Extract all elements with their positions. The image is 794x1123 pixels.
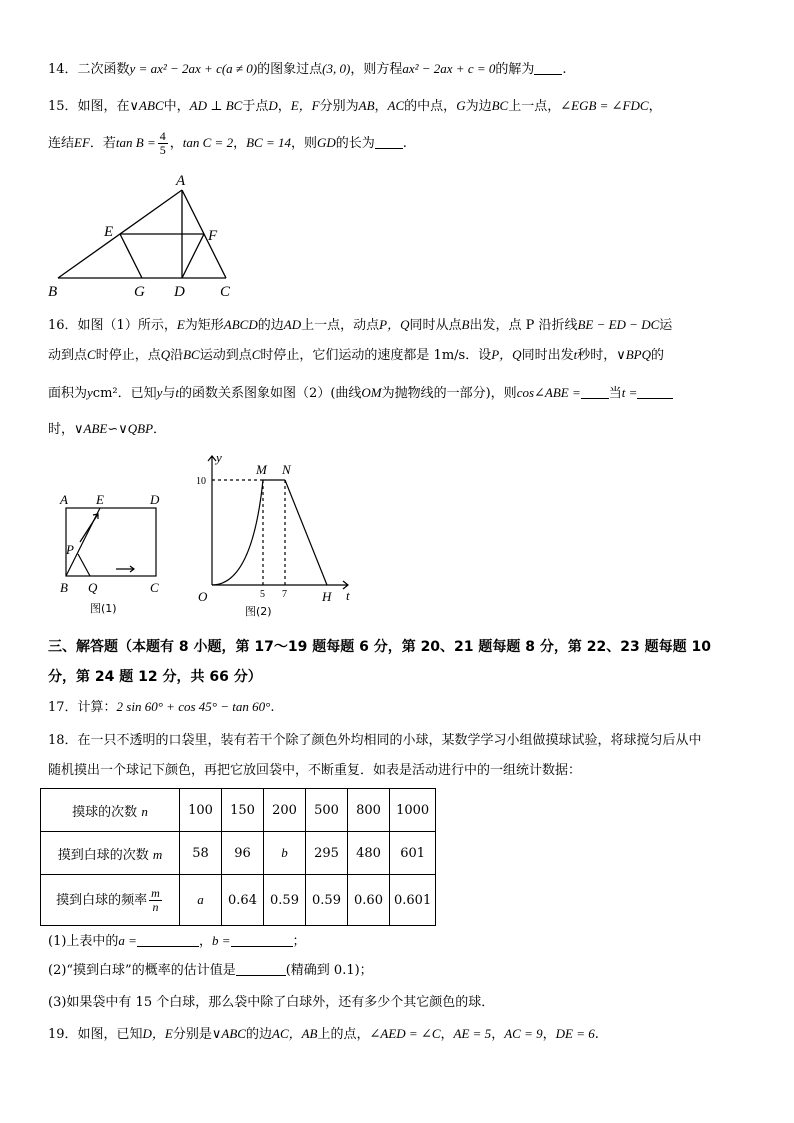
label-n: N <box>282 462 291 477</box>
label-h: H <box>322 589 332 604</box>
q18-line2: 随机摸出一个球记下颜色，再把它放回袋中，不断重复．如表是活动进行中的一组统计数据： <box>48 763 582 778</box>
table-cell: 0.59 <box>264 875 306 926</box>
table-cell: 1000 <box>390 789 436 832</box>
parabola-om <box>212 480 263 585</box>
label-e: E <box>96 492 104 507</box>
q19-text: 19．如图，已知D，E分别是∨ABC的边AC，AB上的点，∠AED = ∠C，AE = 5，AC = 9，DE = 6. <box>48 1026 599 1042</box>
answer-blank[interactable] <box>637 386 673 399</box>
label-m: M <box>256 462 267 477</box>
label-a: A <box>176 173 186 189</box>
tick-seven: 7 <box>282 589 287 600</box>
table-row <box>41 832 436 875</box>
q16-line4: 时，∨ABE∽∨QBP． <box>48 421 167 437</box>
q15-line2: 连结EF．若tan B = $\frac{4}{5}$ ，tan C = 2，BC = 14，则GD的长为 . <box>48 129 407 157</box>
table-cell: 480 <box>348 832 390 875</box>
tick-five: 5 <box>260 589 265 600</box>
label-c: C <box>220 284 231 300</box>
table-cell: 100 <box>180 789 222 832</box>
caption-fig2: 图(2) <box>245 605 272 618</box>
answer-blank[interactable] <box>231 934 293 947</box>
stats-table <box>40 788 436 926</box>
q18-sub1: (1)上表中的a = ，b = ； <box>48 933 306 949</box>
answer-blank[interactable] <box>137 934 199 947</box>
rectangle-figure-q16 <box>54 490 174 620</box>
row-header: 摸球的次数 n <box>41 789 180 832</box>
answer-blank[interactable] <box>534 62 562 75</box>
label-f: F <box>208 228 218 244</box>
table-cell: 200 <box>264 789 306 832</box>
q15-line1: 15．如图，在∨ABC中，AD ⊥ BC于点D，E，F分别为AB，AC的中点，G为边BC上一点，∠EGB = ∠FDC， <box>48 98 662 114</box>
fraction-4-5: $\frac{4}{5}$ <box>159 129 166 157</box>
label-y: y <box>216 450 222 465</box>
table-row <box>41 789 436 832</box>
segment-pq <box>78 554 90 576</box>
label-c: C <box>150 580 159 595</box>
label-b: B <box>48 284 58 300</box>
q18-sub3: (3)如果袋中有 15 个白球，那么袋中除了白球外，还有多少个其它颜色的球． <box>48 995 495 1010</box>
label-o: O <box>198 589 208 604</box>
section-3-heading-line1: 三、解答题（本题有 8 小题，第 17～19 题每题 6 分，第 20、21 题每题 8 分，第 22、23 题每题 10 <box>48 639 711 655</box>
answer-blank[interactable] <box>375 136 403 149</box>
arrow-p <box>80 514 98 542</box>
label-g: G <box>134 284 145 300</box>
table-cell: 500 <box>306 789 348 832</box>
section-3-heading-line2: 分，第 24 题 12 分，共 66 分） <box>48 669 262 685</box>
triangle-figure-q15 <box>44 170 244 300</box>
label-t: t <box>346 588 350 603</box>
table-cell: 601 <box>390 832 436 875</box>
segment-fd <box>182 234 204 278</box>
segment-eg <box>120 234 142 278</box>
table-cell: 96 <box>222 832 264 875</box>
answer-blank[interactable] <box>581 386 609 399</box>
table-cell: b <box>264 832 306 875</box>
table-cell: 0.59 <box>306 875 348 926</box>
table-cell: 150 <box>222 789 264 832</box>
q17-text: 17．计算：2 sin 60° + cos 45° − tan 60°. <box>48 699 275 715</box>
caption-fig1: 图(1) <box>90 602 117 615</box>
q14-text: 14．二次函数y = ax² − 2ax + c(a ≠ 0)的图象过点(3, 0)，则方程ax² − 2ax + c = 0的解为 . <box>48 61 567 77</box>
table-cell: 58 <box>180 832 222 875</box>
rect-abcd <box>66 508 156 576</box>
label-d: D <box>174 284 185 300</box>
segment-nh <box>285 480 327 585</box>
table-cell: a <box>180 875 222 926</box>
fraction-m-n: $\frac{m}{n}$ <box>151 885 160 914</box>
table-cell: 0.601 <box>390 875 436 926</box>
answer-blank[interactable] <box>236 963 286 976</box>
label-e: E <box>104 224 114 240</box>
table-cell: 0.64 <box>222 875 264 926</box>
row-header: 摸到白球的次数 m <box>41 832 180 875</box>
label-q: Q <box>88 580 98 595</box>
table-row <box>41 875 436 926</box>
q16-line1: 16．如图（1）所示，E为矩形ABCD的边AD上一点，动点P，Q同时从点B出发，点 P 沿折线BE − ED − DC运 <box>48 317 673 333</box>
table-cell: 295 <box>306 832 348 875</box>
q16-line2: 动到点C时停止，点Q沿BC运动到点C时停止，它们运动的速度都是 1m/s．设P，Q同时出发t秒时，∨BPQ的 <box>48 347 665 363</box>
q18-line1: 18．在一只不透明的口袋里，装有若干个除了颜色外均相同的小球，某数学学习小组做摸球试验，将球搅匀后从中 <box>48 733 702 748</box>
table-cell: 800 <box>348 789 390 832</box>
row-header: 摸到白球的频率 $\frac{m}{n}$ <box>41 875 180 926</box>
q18-sub2: (2)“摸到白球”的概率的估计值是 (精确到 0.1)； <box>48 963 373 978</box>
table-cell: 0.60 <box>348 875 390 926</box>
label-a: A <box>60 492 68 507</box>
function-graph-q16 <box>190 450 360 620</box>
label-d: D <box>150 492 160 507</box>
tick-ten: 10 <box>196 476 206 487</box>
label-p: P <box>66 542 74 557</box>
q16-line3: 面积为ycm²．已知y与t的函数关系图象如图（2）(曲线OM为抛物线的一部分)，则cos∠ABE = 当t = <box>48 384 673 403</box>
label-b: B <box>60 580 68 595</box>
